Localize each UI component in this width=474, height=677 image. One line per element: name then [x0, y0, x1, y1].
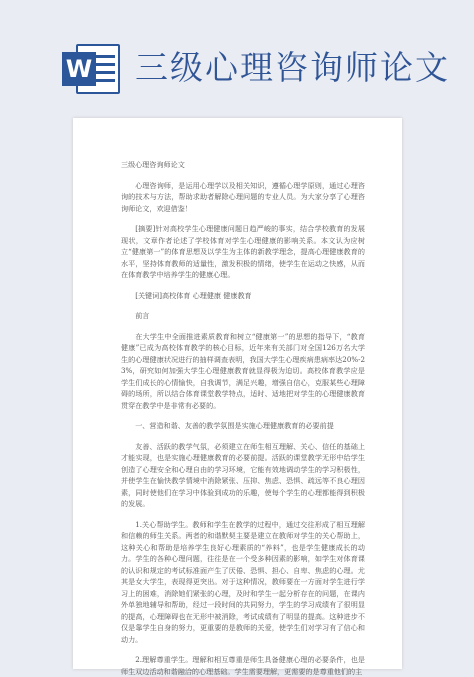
document-content [121, 159, 365, 677]
preface-heading: 前言 [135, 311, 150, 320]
document-page [73, 118, 402, 676]
intro-paragraph: 心理咨询师，是运用心理学以及相关知识，遵循心理学原则，通过心理咨询的技术与方法，帮助求助者解除心理问题的专业人员。为大家分享了心理咨询师论文，欢迎借鉴！ [121, 180, 365, 213]
point-2-paragraph: 2.理解尊重学生。理解和相互尊重是师生具备健康心理的必要条件，也是师生双边活动和谐融洽的心理基础。学生需要理解，更需要的是尊重他们的主 [121, 655, 365, 676]
document-title: 三级心理咨询师论文 [121, 160, 185, 169]
point-1-paragraph: 1.关心帮助学生。教师和学生在教学的过程中，通过交往形成了相互理解和信赖的师生关系。两者的和谐默契主要是建立在教师对学生的关心帮助上，这种关心和帮助是培养学生良好心理素质的“养料”，也是学生健康成长的动力。学生的各种心理问题，往往是在一个受多种因素的影响，如学生对体育课的认识和规定的考试标准面产生了厌倦、恐惧、担心、自卑、焦虑的心理。尤其是女大学生，表现得更突出。对于这种情况，教师要在一方面对学生进行学习上的困难，消除她们紧张的心理，及时和学生一起分析存在的问题，在课内外单独地辅导和帮助，经过一段时间的共同努力，学生的学习成绩有了很明显的提高，心理障碍也在无形中被消除，考试成绩有了明显的提高。这种进步不仅是靠学生自身的努力，更重要的是教师的关爱，使学生们对学习有了信心和动力。 [121, 519, 365, 644]
abstract-paragraph: [摘要]针对高校学生心理健康问题日趋严峻的事实，结合学校教育的发展现状，文章作者论述了学校体育对学生心理健康的影响关系。本文认为应树立“健康第一”的体育思想及以学生为主体的新教学理念，提高心理健康教育的水平，坚持体育教师的适量性，激发积极的情绪，使学生在运动之快感，从而在体育教学中培养学生的健康心理。 [121, 224, 365, 279]
document-banner [0, 0, 474, 118]
word-document-icon [62, 42, 122, 96]
section-1-heading: 一、营造和谐、友善的教学氛围是实施心理健康教育的必要前提 [135, 421, 334, 430]
section-1-paragraph: 友善、活跃的教学气氛，必须建立在师生相互理解、关心、信任的基础上才能实现，也是实施心理健康教育的必要前提。活跃的课堂教学无形中给学生创造了心理安全和心理自由的学习环境，它能有效地调动学生的学习积极性，并使学生在愉快教学情境中消除紧张、压抑、焦虑、恐惧、疏远等不良心理因素，同时使他们在学习中体验到成功的乐趣，使每个学生的心理都能得到积极的发展。 [121, 441, 365, 508]
word-letter-tile: W [62, 52, 96, 86]
keywords-line: [关键词]高校体育 心理健康 健康教育 [135, 290, 252, 300]
preface-paragraph: 在大学生中全面推进素质教育和树立“健康第一”的思想的指导下，“教育健康”已成为高校体育教学的核心目标，近年来有关部门对全国126万名大学生的心理健康状况进行的抽样调查表明，我国大学生心理疾病患病率达20%-23%，研究如何加强大学生心理健康教育就显得极为迫切。高校体育教学应是学生们成长的心情愉快，自我调节，满足兴趣，增强自信心，克服某些心理障碍的场所，所以结合体育课堂教学特点，适时、适地把对学生的心理健康教育贯穿在教学中是非常有必要的。 [121, 331, 365, 410]
banner-title: 三级心理咨询师论文 [135, 48, 450, 87]
